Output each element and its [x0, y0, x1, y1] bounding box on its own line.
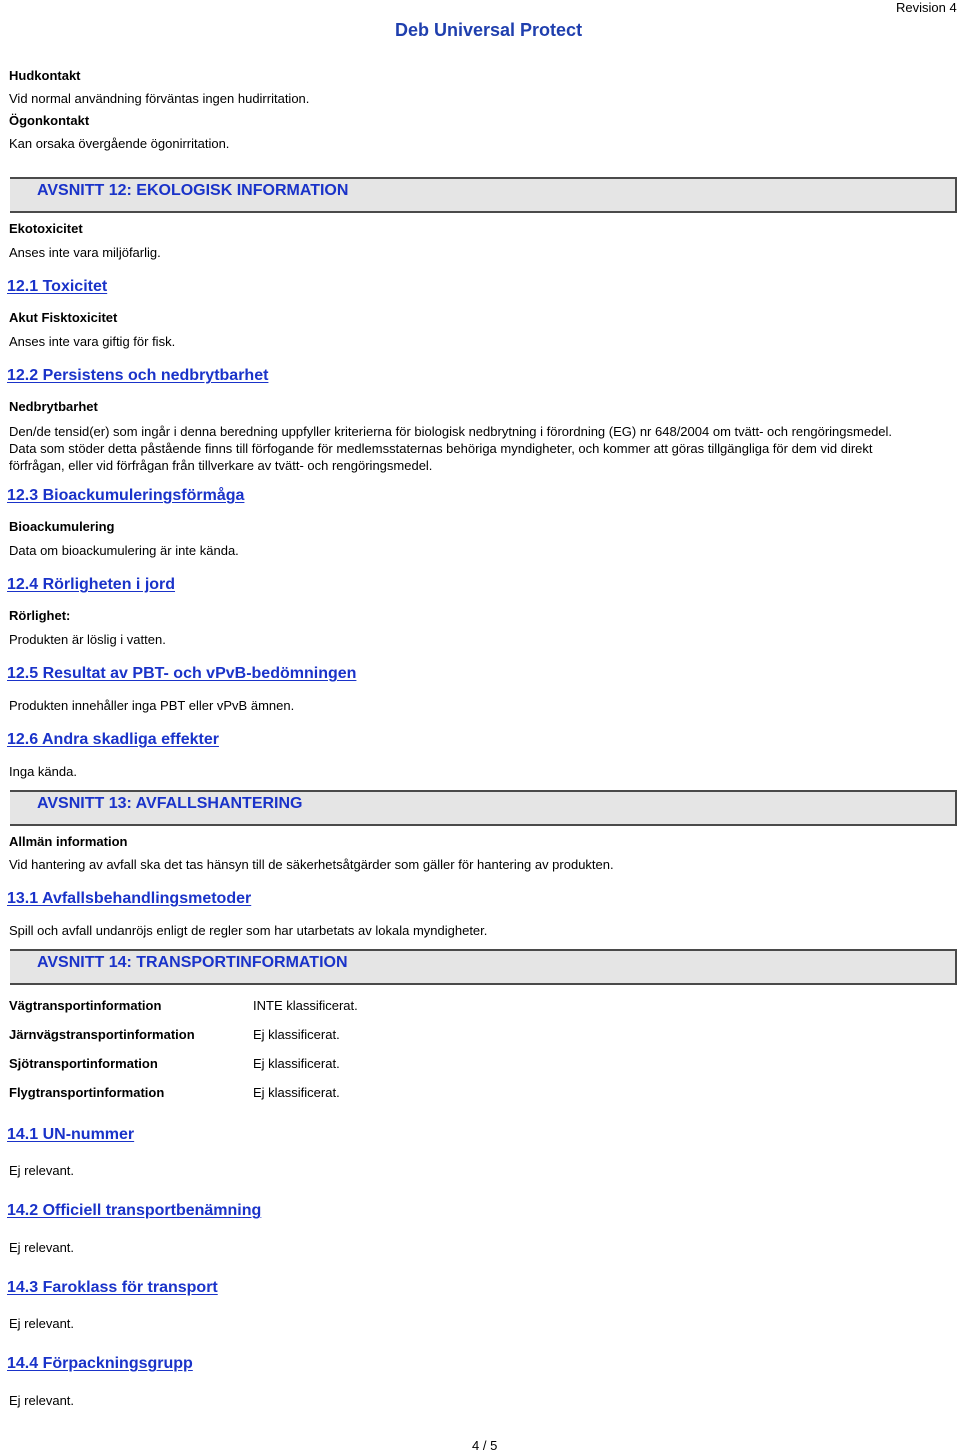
pbt-text: Produkten innehåller inga PBT eller vPvB ämnen. — [9, 698, 295, 713]
section-13-title: AVSNITT 13: AVFALLSHANTERING — [37, 795, 303, 812]
subsection-14-2-title: 14.2 Officiell transportbenämning — [7, 1202, 262, 1219]
subsection-12-1-title: 12.1 Toxicitet — [7, 278, 108, 295]
general-info-heading: Allmän information — [9, 834, 128, 849]
document-title: Deb Universal Protect — [395, 20, 583, 40]
subsection-12-4-title: 12.4 Rörligheten i jord — [7, 576, 176, 593]
other-effects-text: Inga kända. — [9, 764, 77, 779]
fish-toxicity-heading: Akut Fisktoxicitet — [9, 310, 118, 325]
subsection-12-5-title: 12.5 Resultat av PBT- och vPvB-bedömningen — [7, 665, 357, 682]
section-13-header — [10, 790, 957, 826]
skin-contact-heading: Hudkontakt — [9, 68, 81, 83]
eye-contact-text: Kan orsaka övergående ögonirritation. — [9, 136, 230, 151]
degradability-heading: Nedbrytbarhet — [9, 399, 98, 414]
shipping-name-text: Ej relevant. — [9, 1240, 75, 1255]
transport-row-value: Ej klassificerat. — [253, 1027, 340, 1042]
hazard-class-text: Ej relevant. — [9, 1316, 75, 1331]
waste-methods-text: Spill och avfall undanröjs enligt de regler som har utarbetats av lokala myndigheter. — [9, 923, 488, 938]
transport-row-label: Sjötransportinformation — [9, 1056, 158, 1071]
revision-label: Revision 4 — [896, 0, 957, 15]
transport-row-label: Vägtransportinformation — [9, 998, 162, 1013]
subsection-12-6-title: 12.6 Andra skadliga effekter — [7, 731, 219, 748]
subsection-12-2-title: 12.2 Persistens och nedbrytbarhet — [7, 367, 269, 384]
transport-row-label: Järnvägstransportinformation — [9, 1027, 195, 1042]
skin-contact-text: Vid normal användning förväntas ingen hudirritation. — [9, 91, 310, 106]
subsection-12-3-title: 12.3 Bioackumuleringsförmåga — [7, 487, 245, 504]
eye-contact-heading: Ögonkontakt — [9, 113, 90, 128]
fish-toxicity-text: Anses inte vara giftig för fisk. — [9, 334, 176, 349]
page-number: 4 / 5 — [472, 1438, 498, 1453]
section-12-title: AVSNITT 12: EKOLOGISK INFORMATION — [37, 182, 349, 199]
packing-group-text: Ej relevant. — [9, 1393, 75, 1408]
ecotoxicity-text: Anses inte vara miljöfarlig. — [9, 245, 161, 260]
bioaccumulation-text: Data om bioackumulering är inte kända. — [9, 543, 239, 558]
subsection-14-1-title: 14.1 UN-nummer — [7, 1126, 135, 1143]
degradability-text: Den/de tensid(er) som ingår i denna beredning uppfyller kriterierna för biologisk nedbrytning i förordning (EG) nr 648/2004 om tvätt- och rengöringsmedel. Data som stöder detta påstående finns till förfogande för medlemsstaternas behöriga myndigheter, och kommer att göras tillgängliga för dem vid direkt förfrågan, eller vid förfrågan från tillverkare av tvätt- och rengöringsmedel. — [9, 424, 893, 473]
mobility-text: Produkten är löslig i vatten. — [9, 632, 166, 647]
transport-row-label: Flygtransportinformation — [9, 1085, 165, 1100]
ecotoxicity-heading: Ekotoxicitet — [9, 221, 83, 236]
transport-row-value: Ej klassificerat. — [253, 1085, 340, 1100]
section-14-header — [10, 949, 957, 985]
section-12-header — [10, 177, 957, 213]
subsection-14-4-title: 14.4 Förpackningsgrupp — [7, 1355, 193, 1372]
transport-row-value: INTE klassificerat. — [253, 998, 358, 1013]
subsection-14-3-title: 14.3 Faroklass för transport — [7, 1279, 218, 1296]
mobility-heading: Rörlighet: — [9, 608, 71, 623]
section-14-title: AVSNITT 14: TRANSPORTINFORMATION — [37, 954, 348, 971]
subsection-13-1-title: 13.1 Avfallsbehandlingsmetoder — [7, 890, 252, 907]
general-info-text: Vid hantering av avfall ska det tas hänsyn till de säkerhetsåtgärder som gäller för hantering av produkten. — [9, 857, 614, 872]
bioaccumulation-heading: Bioackumulering — [9, 519, 115, 534]
transport-row-value: Ej klassificerat. — [253, 1056, 340, 1071]
un-number-text: Ej relevant. — [9, 1163, 75, 1178]
